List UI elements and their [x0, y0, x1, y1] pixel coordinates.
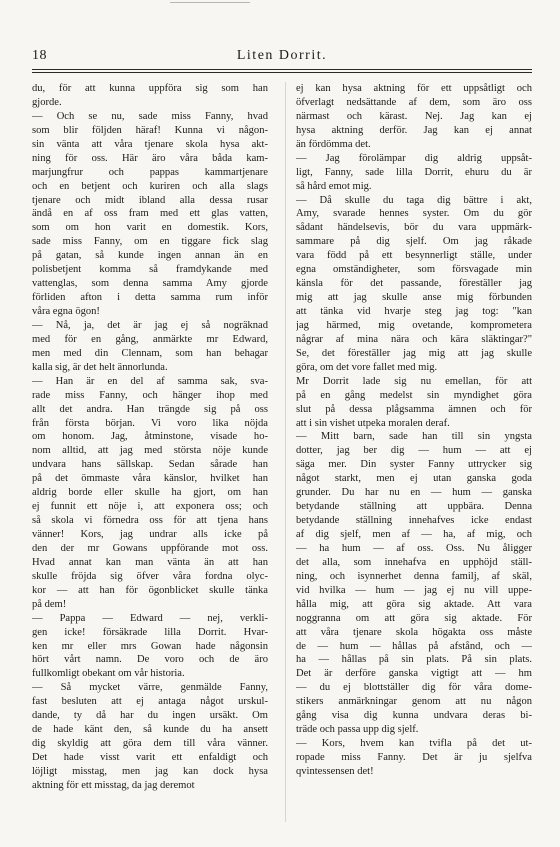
text-line: sammare på dig sjelf. Om jag råkade: [296, 236, 532, 248]
text-line: egna omständigheter, som försvagade min: [296, 264, 532, 276]
text-line: aldrig borde eller skulle ha gjort, om han: [32, 487, 268, 499]
text-line: ning för oss. Här äro våra båda kam-: [32, 152, 268, 164]
text-line: dotter, jag ber dig — hum — att ej: [296, 445, 532, 457]
page-number: 18: [32, 48, 47, 63]
text-line: Se, det föreställer jag mig att jag skulle: [296, 347, 532, 359]
right-text-column: [296, 82, 532, 779]
text-line: undvara hans sällskap. Sedan sårade han: [32, 459, 268, 471]
text-line: kor — att han för ögonblicket skulle tänka: [32, 584, 268, 596]
text-line: allt det andra. Han trängde sig på oss: [32, 403, 268, 415]
text-line: skulle fröjda sig öfver våra fordna olyc-: [32, 570, 268, 582]
text-line: och en betjent och kuriren och alla slags: [32, 180, 268, 192]
text-line: af dig sjelf, men af — ha, af mig, och: [296, 529, 532, 540]
running-title: Liten Dorrit.: [236, 48, 328, 63]
text-line: — Och se nu, sade miss Fanny, hvad: [32, 110, 268, 122]
text-line: gen icke! försäkrade lilla Dorrit. Hvar-: [32, 626, 268, 638]
text-line: sådant händelsevis, bör du vara uppmärk-: [296, 222, 532, 234]
text-line: nom alltid, att jag med största nöje kunde: [32, 445, 268, 457]
text-line: så hård emot mig.: [296, 180, 372, 192]
text-line: att tänka vid hvarje steg jag tog: "kan: [296, 306, 532, 317]
header-rule-top: [32, 69, 532, 70]
text-line: ej kan hysa aktning för ett uppsåtligt och: [296, 83, 532, 94]
text-line: aktning för ett misstag, da jag deremot: [32, 779, 195, 791]
text-line: — Pappa — Edward — nej, verkli-: [32, 612, 268, 624]
text-line: ha — hållas på sin plats. På sin plats.: [296, 654, 532, 666]
text-line: vid hvilka — hum — jag ej nu vill uppe-: [296, 584, 532, 596]
text-line: fullkomligt obekant om vår historia.: [32, 668, 185, 680]
text-line: hört vårt namn. De voro och de äro: [32, 654, 268, 666]
text-line: om honom. Jag, åtminstone, visade ho-: [32, 431, 268, 443]
text-line: att i sin vishet utpeka moralen deraf.: [296, 417, 450, 429]
text-line: vattenglas, som denna samma Amy gjorde: [32, 278, 268, 290]
text-line: qvintessensen det!: [296, 765, 374, 777]
text-line: — Mitt barn, sade han till sin yngsta: [296, 431, 532, 443]
text-line: att våra tjenare skola högakta oss måste: [296, 626, 532, 638]
text-line: som blir följden häraf! Kunna vi någon-: [32, 124, 268, 136]
text-line: ning, och isynnerhet denna familj, af skäl,: [296, 570, 532, 582]
text-line: hålla mig, att göra sig aktade. Att vara: [296, 598, 532, 610]
text-line: — du ej blottställer dig för våra dome-: [296, 682, 532, 694]
text-line: vara född på ett besynnerligt ställe, under: [296, 250, 532, 262]
text-line: gång visa dig kunna undvara deras bi-: [296, 710, 532, 722]
text-line: träde och passa upp dig sjelf.: [296, 724, 419, 736]
text-line: noggranna om att göra sig aktade. För: [296, 612, 532, 624]
text-line: vänner! Kors, jag undrar alls icke på: [32, 529, 268, 540]
text-line: så skola vi förnedra oss för att tjena hans: [32, 515, 268, 527]
text-line: — Jag förolämpar dig aldrig uppsåt-: [296, 152, 532, 164]
text-line: de — hum — hållas på afstånd, och —: [296, 640, 532, 652]
text-line: våra egna ögon!: [32, 306, 100, 317]
top-edge-mark: [170, 2, 250, 3]
text-line: — Då skulle du taga dig bättre i akt,: [296, 194, 532, 206]
text-line: slut på dessa plågsamma ämnen och för: [296, 403, 532, 415]
text-line: marjungfrur och pappas kammartjenare: [32, 166, 268, 178]
text-line: öfverlagt nedsättande af dem, som äro oss: [296, 96, 532, 108]
text-line: ej funnit ett nöje i, att exponera oss; och: [32, 501, 268, 513]
text-line: rade miss Fanny, och hänger ihop med: [32, 389, 268, 401]
text-line: — Kors, hvem kan tvifla på det ut-: [296, 738, 532, 750]
column-gutter: [285, 82, 286, 822]
text-line: någrar af mina nära och kära släktingar?": [296, 333, 532, 345]
text-line: betydande ställning att uppbära. Denna: [296, 501, 532, 513]
text-line: från första början. Vi voro lika nöjda: [32, 417, 268, 429]
text-line: ändå en af oss fram med ett glas vatten,: [32, 208, 268, 220]
text-line: den der mr Gowans uppförande mot oss.: [32, 542, 268, 554]
text-line: det alla, som innehafva en upphöjd ställ-: [296, 556, 532, 568]
text-line: på det ömmaste våra känslor, hvilket han: [32, 473, 268, 485]
text-line: grunder. Du har nu en — hum — ganska: [296, 487, 532, 499]
text-line: hysa aktning derför. Jag kan ej annat: [296, 124, 532, 136]
text-line: dande, ty då har du ingen ursäkt. Om: [32, 710, 268, 722]
text-line: men med din Clennam, som han behagar: [32, 347, 268, 359]
text-line: på en gång medelst sin myndighet göra: [296, 389, 532, 401]
text-line: känsla för det passande, föreställer jag: [296, 278, 532, 290]
text-line: Mr Dorrit lade sig nu emellan, för att: [296, 375, 532, 387]
text-line: närmast och kärast. Nej. Jag kan ej: [296, 110, 532, 122]
text-line: Hvad annat kan man vänta än att han: [32, 556, 268, 568]
text-line: — Nå, ja, det är jag ej så nogräknad: [32, 319, 268, 331]
text-line: stikers anmärkningar genom att nu någon: [296, 696, 532, 708]
text-line: ken mr eller mrs Gowan hade någonsin: [32, 640, 268, 652]
text-line: — ha hum — af oss. Oss. Nu åligger: [296, 542, 532, 554]
left-text-column: [32, 82, 268, 793]
text-line: sade miss Fanny, om en tiggare fick slag: [32, 236, 268, 248]
text-line: kalla sig, är det helt ännorlunda.: [32, 361, 168, 373]
text-line: sin vänta att våra tjenare skola hysa akt-: [32, 138, 268, 150]
text-line: på dem!: [32, 598, 67, 610]
text-line: förliden afton i detta samma rum inför: [32, 292, 268, 304]
text-line: Det är derföre ganska vigtigt att — hm: [296, 668, 532, 680]
text-line: Det hade visst varit ett enfaldigt och: [32, 752, 268, 763]
text-line: fast besluten att ej antaga något urskul-: [32, 696, 268, 708]
page-header: [32, 48, 532, 68]
text-line: Amy, svarade hennes syster. Om du gör: [296, 208, 532, 220]
text-line: ligt, Fanny, sade lilla Dorrit, ehuru du är: [296, 166, 532, 178]
text-line: du, för att kunna uppföra sig som han: [32, 83, 268, 94]
text-line: säga mer. Din syster Fanny uttrycker sig: [296, 459, 532, 471]
text-line: löjligt misstag, men jag kan dock hysa: [32, 765, 268, 777]
text-line: jag härmed, mig ovetande, komprometera: [296, 319, 532, 331]
text-line: som om hon varit en domestik. Kors,: [32, 222, 268, 234]
text-line: de hade känt den, så kunde du ha ansett: [32, 724, 268, 736]
text-line: ropade miss Fanny. Det är ju sjelfva: [296, 752, 532, 763]
text-line: än fördömma det.: [296, 138, 371, 150]
text-line: göra, om det vore fallet med mig.: [296, 361, 438, 373]
text-line: på gatan, så kunde ingen annan än en: [32, 250, 268, 262]
text-line: tjenare och midt ibland alla dessa rusar: [32, 194, 268, 206]
text-line: polisbetjent komma så framdykande med: [32, 264, 268, 276]
text-line: med för en gång, anmärkte mr Edward,: [32, 333, 268, 345]
text-line: något starkt, men ej utan ganska goda: [296, 473, 532, 485]
header-rule-bottom: [32, 72, 532, 73]
text-line: dig skyldig att göra dem till våra vänner.: [32, 738, 268, 750]
text-line: — Så mycket värre, genmälde Fanny,: [32, 682, 268, 694]
text-line: gjorde.: [32, 96, 62, 108]
text-line: betydande ställning innehafves icke endast: [296, 515, 532, 527]
text-line: — Han är en del af samma sak, sva-: [32, 375, 268, 387]
text-line: mig att jag skulle anse mig förbunden: [296, 292, 532, 304]
